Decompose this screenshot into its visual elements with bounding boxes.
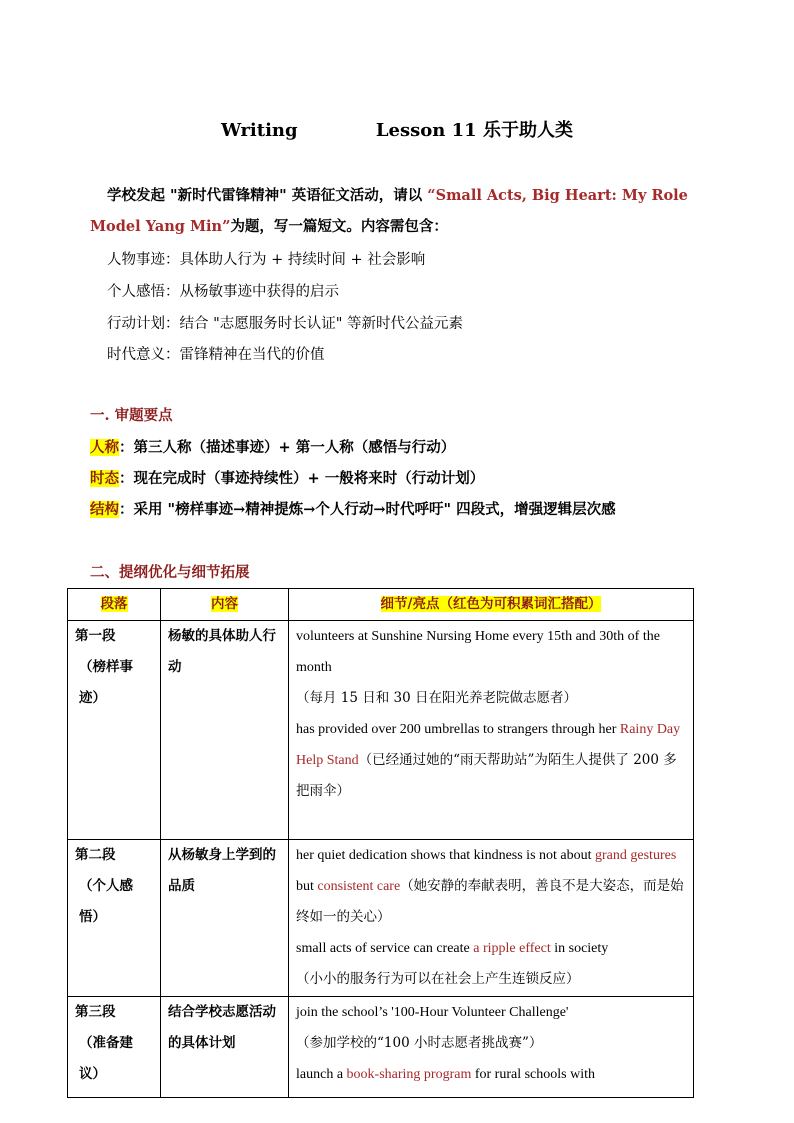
paragraph-cell [68,997,161,1098]
intro-topic: “Small Acts, Big Heart: My Role Model Yang Min” [90,187,688,235]
point-label: 人称 [90,439,119,456]
highlight-vocab: Rainy Day Help Stand [296,722,681,768]
details-cell [289,997,694,1098]
detail-text: has provided over 200 umbrellas to strangers through her [296,722,620,737]
details-cell [289,840,694,997]
detail-text: for rural schools with [471,1067,595,1082]
header-cell [161,589,289,621]
header-paragraph: 段落 [100,596,128,612]
title-lesson: Lesson 11 乐于助人类 [375,120,573,141]
paragraph-cell [68,840,161,997]
section1-heading: 一. 审题要点 [90,407,173,424]
detail-phrase [296,714,686,807]
content-cell: 从杨敏身上学到的品质 [161,840,289,997]
content-cell: 结合学校志愿活动的具体计划 [161,997,289,1098]
table-row [68,997,694,1098]
section2-heading: 二、提纲优化与细节拓展 [90,564,250,581]
detail-phrase: volunteers at Sunshine Nursing Home every 15th and 30th of the month [296,629,660,675]
point-label: 结构 [90,501,119,518]
details-cell [289,621,694,840]
point-text: ：第三人称（描述事迹）+ 第一人称（感悟与行动） [119,439,456,456]
detail-phrase [296,840,686,933]
outline-table [67,588,694,1098]
table-header-row [68,589,694,621]
header-cell [68,589,161,621]
header-content: 内容 [211,596,238,612]
paragraph-cell [68,621,161,840]
point-tense [90,467,484,488]
highlight-vocab: grand gestures [595,848,677,863]
table-row [68,840,694,997]
requirement-item: 个人感悟：从杨敏事迹中获得的启示 [107,284,339,300]
header-cell [289,589,694,621]
header-details: 细节/亮点（红色为可积累词汇搭配） [380,596,602,612]
detail-translation: （小小的服务行为可以在社会上产生连锁反应） [296,971,580,987]
requirement-item: 时代意义：雷锋精神在当代的价值 [107,347,325,363]
table-row [68,621,694,840]
highlight-vocab: book-sharing program [346,1067,472,1082]
point-person [90,436,455,457]
detail-translation: （参加学校的“100 小时志愿者挑战赛”） [296,1035,543,1051]
detail-phrase [296,933,686,964]
requirement-item: 行动计划：结合 "志愿服务时长认证" 等新时代公益元素 [107,316,464,332]
detail-text: small acts of service can create [296,941,474,956]
paragraph-role: （榜样事迹） [79,659,133,706]
detail-phrase: join the school’s '100-Hour Volunteer Challenge' [296,1005,569,1020]
intro-prompt [90,180,700,242]
requirement-item: 人物事迹：具体助人行为 + 持续时间 + 社会影响 [107,252,426,268]
paragraph-number: 第一段 [75,628,116,644]
content-cell: 杨敏的具体助人行动 [161,621,289,840]
point-text: ：采用 "榜样事迹→精神提炼→个人行动→时代呼吁" 四段式，增强逻辑层次感 [119,501,616,518]
detail-text: but [296,879,318,894]
title-writing: Writing [221,120,298,141]
intro-suffix: 为题，写一篇短文。内容需包含： [230,218,448,235]
detail-phrase [296,1059,686,1090]
detail-text: launch a [296,1067,347,1082]
paragraph-number: 第三段 [75,1004,116,1020]
detail-text: in society [550,941,609,956]
detail-translation: （每月 15 日和 30 日在阳光养老院做志愿者） [296,690,578,706]
paragraph-role: （个人感悟） [79,878,133,925]
point-label: 时态 [90,470,119,487]
paragraph-number: 第二段 [75,847,116,863]
detail-text: her quiet dedication shows that kindness is not about [296,848,596,863]
highlight-vocab: consistent care [317,879,401,894]
paragraph-role: （准备建议） [79,1035,133,1082]
detail-translation: （她安静的奉献表明，善良不是大姿态，而是始终如一的关心） [296,878,684,925]
intro-prefix: 学校发起 "新时代雷锋精神" 英语征文活动，请以 [107,187,428,204]
point-text: ：现在完成时（事迹持续性）+ 一般将来时（行动计划） [119,470,485,487]
document-title [0,116,794,142]
point-structure [90,498,616,519]
detail-translation: （已经通过她的“雨天帮助站”为陌生人提供了 200 多把雨伞） [296,752,677,799]
highlight-vocab: a ripple effect [473,941,551,956]
